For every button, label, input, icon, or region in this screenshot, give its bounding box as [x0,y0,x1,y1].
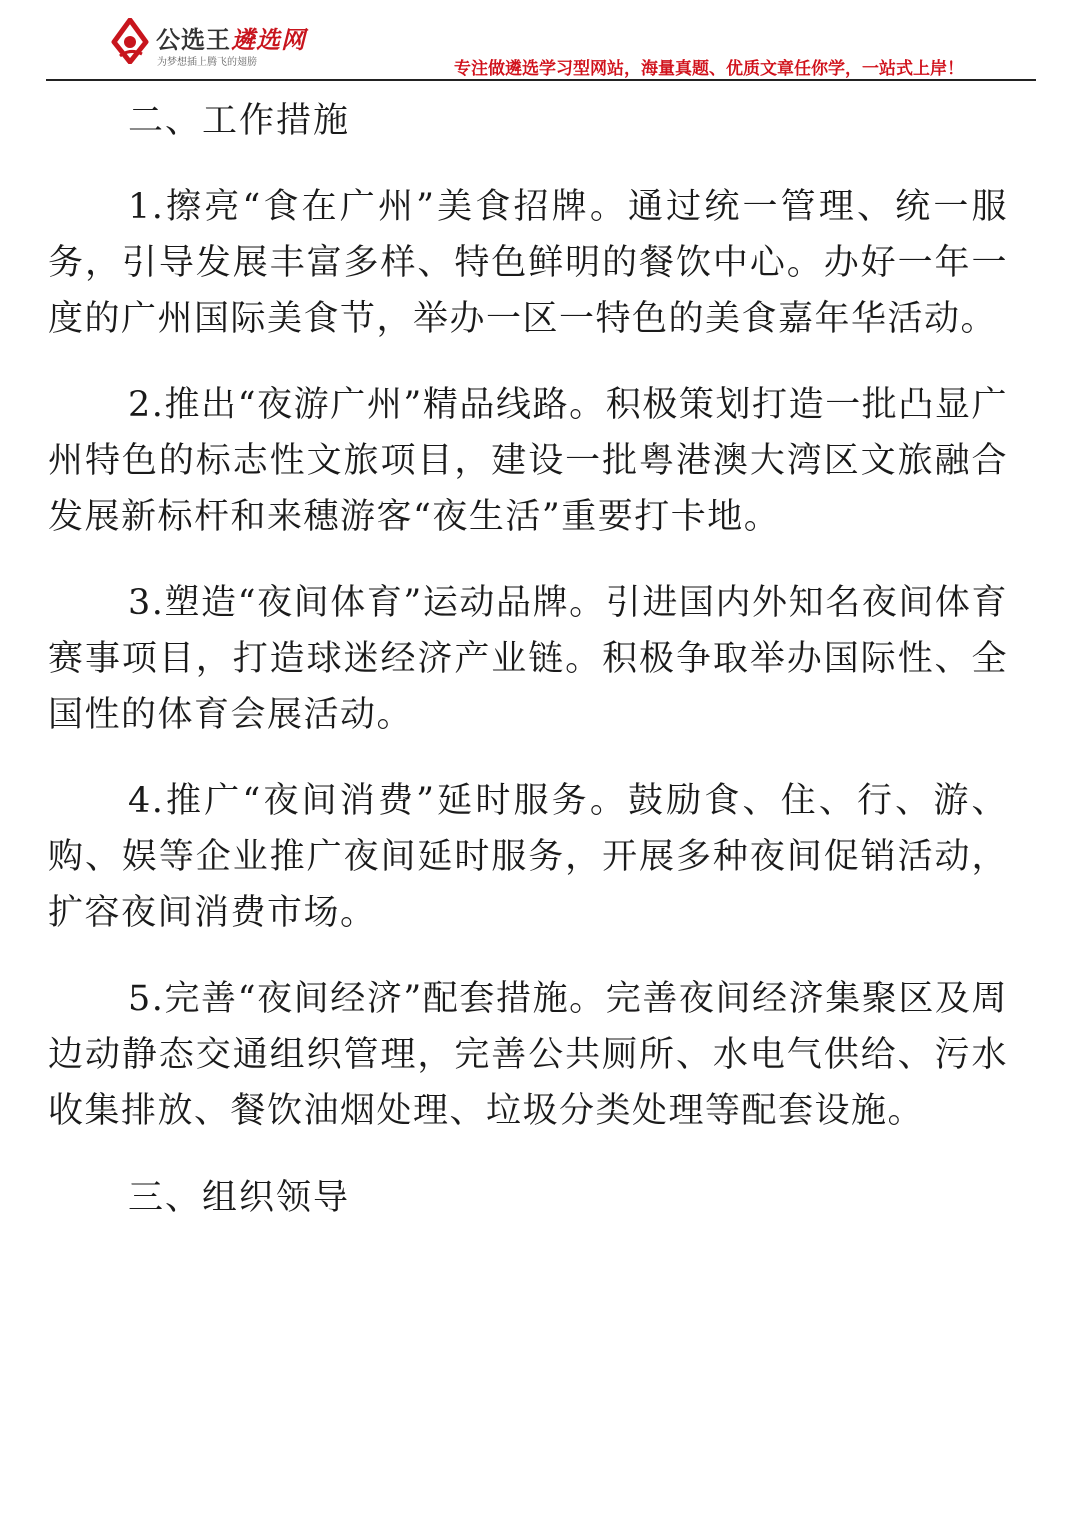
brand-slogan: 为梦想插上腾飞的翅膀 [157,57,257,68]
brand-accent: 遴选网 [231,26,306,54]
header-divider [46,79,1036,81]
measure-paragraph-5: 5.完善“夜间经济”配套措施。完善夜间经济集聚区及周边动静态交通组织管理，完善公共厕所、水电气供给、污水收集排放、餐饮油烟处理、垃圾分类处理等配套设施。 [48,979,1008,1131]
brand-main: 公选王 [156,26,231,54]
section-heading-leadership: 三、组织领导 [128,1178,351,1218]
measure-paragraph-2: 2.推出“夜游广州”精品线路。积极策划打造一批凸显广州特色的标志性文旅项目，建设一批粤港澳大湾区文旅融合发展新标杆和来穗游客“夜生活”重要打卡地。 [48,385,1008,537]
brand-name [156,20,306,55]
page-header [0,0,1080,84]
document-body [48,92,1008,1227]
section-heading-measures: 二、工作措施 [128,101,351,141]
gongxuanwang-logo-icon [110,18,150,64]
measure-paragraph-4: 4.推广“夜间消费”延时服务。鼓励食、住、行、游、购、娱等企业推广夜间延时服务，开展多种夜间促销活动，扩容夜间消费市场。 [48,781,1008,933]
measure-paragraph-1: 1.擦亮“食在广州”美食招牌。通过统一管理、统一服务，引导发展丰富多样、特色鲜明的餐饮中心。办好一年一度的广州国际美食节，举办一区一特色的美食嘉年华活动。 [48,187,1008,339]
measure-paragraph-3: 3.塑造“夜间体育”运动品牌。引进国内外知名夜间体育赛事项目，打造球迷经济产业链。积极争取举办国际性、全国性的体育会展活动。 [48,583,1008,735]
site-tagline: 专注做遴选学习型网站，海量真题、优质文章任你学，一站式上岸！ [454,59,964,79]
